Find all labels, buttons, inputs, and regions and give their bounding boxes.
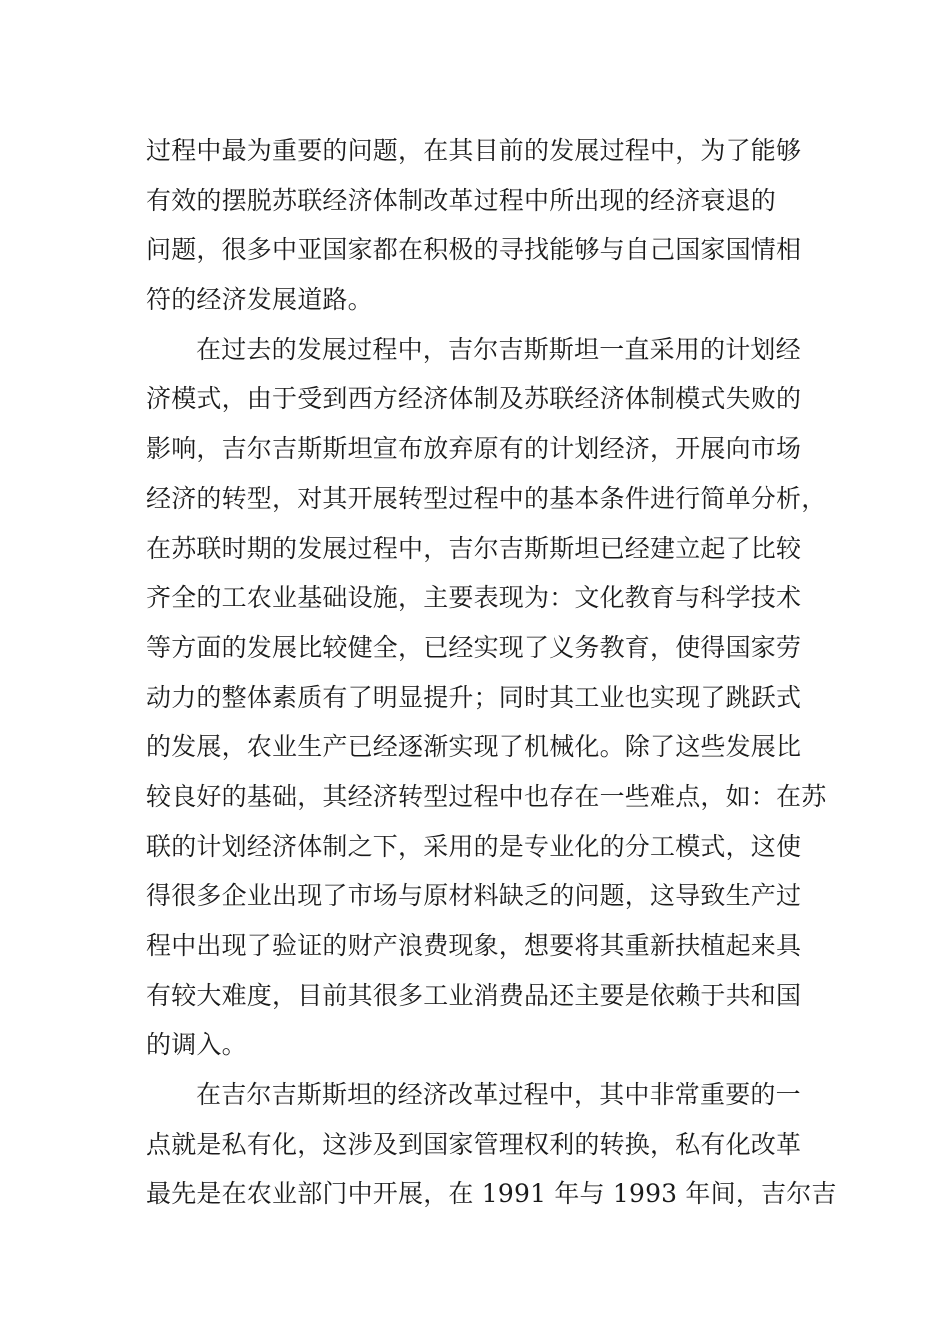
text-line: 等方面的发展比较健全，已经实现了义务教育，使得国家劳 <box>146 632 802 662</box>
document-body <box>146 126 837 1219</box>
text-line: 最先是在农业部门中开展，在 1991 年与 1993 年间，吉尔吉 <box>146 1179 837 1209</box>
text-line: 有效的摆脱苏联经济体制改革过程中所出现的经济衰退的 <box>146 185 777 215</box>
text-line: 较良好的基础，其经济转型过程中也存在一些难点，如：在苏 <box>146 781 827 811</box>
text-line: 有较大难度，目前其很多工业消费品还主要是依赖于共和国 <box>146 980 802 1010</box>
text-line: 得很多企业出现了市场与原材料缺乏的问题，这导致生产过 <box>146 881 802 911</box>
text-line: 联的计划经济体制之下，采用的是专业化的分工模式，这使 <box>146 831 802 861</box>
text-line: 齐全的工农业基础设施，主要表现为：文化教育与科学技术 <box>146 583 802 613</box>
text-line: 经济的转型，对其开展转型过程中的基本条件进行简单分析， <box>146 483 827 513</box>
paragraph-first-line: 在吉尔吉斯斯坦的经济改革过程中，其中非常重要的一 <box>196 1080 801 1110</box>
text-line: 动力的整体素质有了明显提升；同时其工业也实现了跳跃式 <box>146 682 802 712</box>
text-line: 的调入。 <box>146 1030 247 1060</box>
text-line: 的发展，农业生产已经逐渐实现了机械化。除了这些发展比 <box>146 732 802 762</box>
paragraph-first-line: 在过去的发展过程中，吉尔吉斯斯坦一直采用的计划经 <box>196 334 801 364</box>
text-line: 点就是私有化，这涉及到国家管理权利的转换，私有化改革 <box>146 1129 802 1159</box>
text-line: 问题，很多中亚国家都在积极的寻找能够与自己国家国情相 <box>146 235 802 265</box>
text-line: 济模式，由于受到西方经济体制及苏联经济体制模式失败的 <box>146 384 802 414</box>
text-line: 符的经济发展道路。 <box>146 285 373 315</box>
text-line: 影响，吉尔吉斯斯坦宣布放弃原有的计划经济，开展向市场 <box>146 434 802 464</box>
text-line: 在苏联时期的发展过程中，吉尔吉斯斯坦已经建立起了比较 <box>146 533 802 563</box>
text-line: 过程中最为重要的问题，在其目前的发展过程中，为了能够 <box>146 136 802 165</box>
text-line: 程中出现了验证的财产浪费现象，想要将其重新扶植起来具 <box>146 931 802 960</box>
